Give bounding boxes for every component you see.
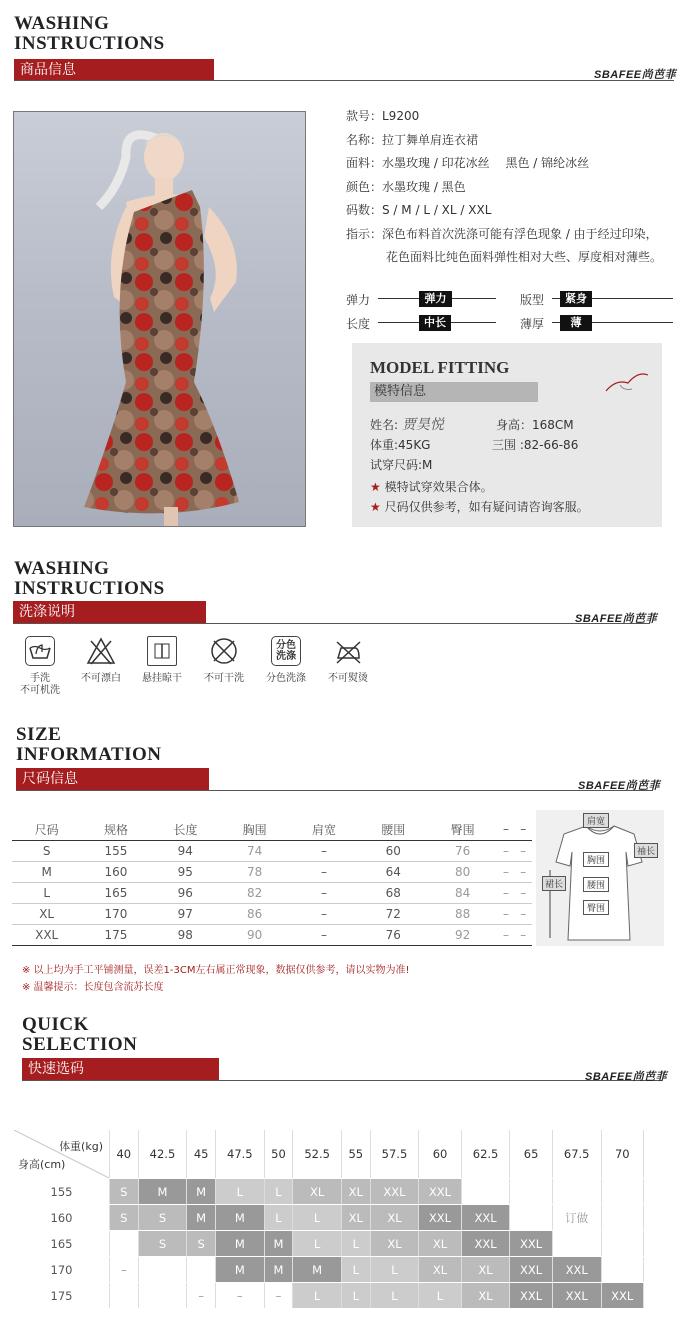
hip-cell: 84 — [454, 886, 471, 900]
spec-cell: 155 — [104, 844, 128, 858]
brand-logo: SBAFEE尚芭菲 — [578, 780, 661, 792]
header-cell: 尺码 — [34, 822, 59, 837]
size-suggestion-cell: XL — [370, 1231, 419, 1257]
item-number: 款号：L9200 — [346, 109, 420, 123]
separate-wash-icon: 分色 洗涤 — [271, 636, 301, 666]
brand-logo: SBAFEE尚芭菲 — [585, 1071, 668, 1083]
waist-cell: 76 — [385, 928, 401, 942]
size-suggestion-cell: XXL — [601, 1283, 643, 1309]
guide-line1: 指示：深色布料首次洗涤可能有浮色现象 / 由于经过印染， — [346, 226, 658, 241]
care-label-hand-wash: 手洗 不可机洗 — [20, 673, 60, 696]
title-line2: INSTRUCTIONS — [14, 33, 165, 54]
shoulder-cell: – — [320, 928, 327, 942]
hand-wash-icon — [25, 636, 55, 666]
height-header: 身高(cm) — [18, 1158, 66, 1171]
attr-fit-value: 紧身 — [560, 291, 592, 307]
size-suggestion-cell: S — [110, 1205, 139, 1231]
care-label-hang-dry: 悬挂晾干 — [142, 673, 182, 684]
star-icon: ★ — [370, 500, 381, 514]
header-cell: 肩宽 — [311, 822, 336, 837]
title-line2: INSTRUCTIONS — [14, 578, 165, 599]
size-suggestion-cell: M — [215, 1257, 264, 1283]
model-height: 身高：168CM — [496, 418, 574, 432]
size-suggestion-cell: S — [110, 1179, 139, 1205]
size-cell: L — [43, 886, 50, 900]
size-suggestion-cell — [187, 1257, 216, 1283]
size-suggestion-cell: L — [419, 1283, 461, 1309]
size-suggestion-cell: L — [370, 1257, 419, 1283]
empty-cell: – — [520, 886, 527, 900]
weight-cell: 47.5 — [215, 1130, 264, 1179]
size-suggestion-cell: S — [187, 1231, 216, 1257]
diagram-label-sleeve: 袖长 — [634, 843, 658, 858]
size-suggestion-cell: L — [215, 1179, 264, 1205]
size-suggestion-cell: – — [110, 1257, 139, 1283]
waist-cell: 64 — [385, 865, 401, 879]
size-suggestion-cell — [110, 1231, 139, 1257]
spec-cell: 165 — [104, 886, 128, 900]
size-cell: XL — [39, 907, 55, 921]
size-suggestion-cell: XXL — [552, 1257, 601, 1283]
note1-text: 模特试穿效果合体。 — [384, 480, 493, 494]
title-line1: QUICK — [22, 1014, 89, 1035]
hip-cell: 76 — [454, 844, 471, 858]
header-cell: 胸围 — [242, 822, 267, 837]
size-suggestion-cell — [110, 1283, 139, 1309]
product-info — [346, 105, 662, 270]
name-label: 姓名: — [370, 418, 399, 432]
chest-cell: 86 — [247, 907, 263, 921]
diagram-label-waist: 腰围 — [583, 877, 609, 892]
shoulder-cell: – — [320, 886, 327, 900]
divider — [22, 1080, 662, 1081]
size-suggestion-cell: M — [293, 1257, 342, 1283]
table-row — [14, 1231, 644, 1257]
model-note1 — [370, 478, 493, 495]
spec-cell: 175 — [104, 928, 128, 942]
size-suggestion-cell: M — [187, 1179, 216, 1205]
model-note2 — [370, 498, 589, 515]
size-suggestion-cell: XXL — [510, 1283, 552, 1309]
size-suggestion-cell — [601, 1231, 643, 1257]
diagram-label-hip: 臀围 — [583, 900, 609, 915]
hang-dry-icon — [147, 636, 177, 666]
size-suggestion-cell: XL — [419, 1257, 461, 1283]
header-cell: 腰围 — [381, 822, 406, 837]
attr-elastic-value: 弹力 — [419, 291, 452, 307]
model-fitting-title: MODEL FITTING — [370, 358, 510, 377]
care-hang-dry — [147, 636, 177, 666]
weight-cell: 62.5 — [461, 1130, 510, 1179]
weight-cell: 55 — [341, 1130, 370, 1179]
size-suggestion-cell: M — [264, 1257, 293, 1283]
shoulder-cell: – — [320, 907, 327, 921]
section-bar-size: 尺码信息 — [16, 768, 209, 790]
empty-cell: – — [520, 865, 527, 879]
size-suggestion-cell — [138, 1257, 187, 1283]
note2-text: 尺码仅供参考，如有疑问请咨询客服。 — [384, 500, 589, 514]
no-iron-icon — [333, 636, 363, 666]
weight-header: 体重(kg) — [59, 1140, 103, 1153]
size-suggestion-cell: L — [293, 1205, 342, 1231]
empty-cell: – — [502, 886, 509, 900]
model-measurements: 三围 :82-66-86 — [492, 438, 579, 452]
height-cell: 160 — [14, 1205, 110, 1231]
hip-cell: 88 — [454, 907, 471, 921]
table-row — [12, 883, 532, 904]
care-label-no-dry-clean: 不可干洗 — [204, 673, 244, 684]
model-weight: 体重:45KG — [370, 438, 431, 452]
diagram-label-length: 裙长 — [542, 876, 566, 891]
header-cell: 臀围 — [450, 822, 475, 837]
size-suggestion-cell: L — [293, 1283, 342, 1309]
divider — [14, 80, 674, 81]
spec-cell: 160 — [104, 865, 128, 879]
model-tried-size: 试穿尺码:M — [370, 458, 433, 472]
size-suggestion-cell: L — [370, 1283, 419, 1309]
size-suggestion-cell: M — [138, 1179, 187, 1205]
color: 颜色：水墨玫瑰 / 黑色 — [346, 179, 466, 194]
size-note2: ※ 温馨提示：长度包含流苏长度 — [22, 982, 164, 993]
size-suggestion-cell — [601, 1205, 643, 1231]
size-suggestion-cell: XXL — [510, 1231, 552, 1257]
diagram-label-chest: 胸围 — [583, 852, 609, 867]
section-bar-product: 商品信息 — [14, 59, 214, 81]
length-cell: 97 — [177, 907, 193, 921]
size-cell: S — [42, 844, 51, 858]
weight-cell: 57.5 — [370, 1130, 419, 1179]
size-suggestion-cell: 订做 — [552, 1205, 601, 1231]
size-suggestion-cell: XXL — [370, 1179, 419, 1205]
size-suggestion-cell — [138, 1283, 187, 1309]
empty-cell: – — [520, 928, 527, 942]
spec-cell: 170 — [104, 907, 128, 921]
care-no-dry-clean — [209, 636, 239, 666]
care-label-no-bleach: 不可漂白 — [81, 673, 121, 684]
size-suggestion-cell: M — [215, 1205, 264, 1231]
product-name: 名称：拉丁舞单肩连衣裙 — [346, 132, 479, 147]
sizes: 码数：S / M / L / XL / XXL — [346, 203, 492, 217]
weight-cell: 45 — [187, 1130, 216, 1179]
signature: 贾昊悦 — [401, 418, 444, 433]
chest-cell: 90 — [247, 928, 263, 942]
header-cell: – — [502, 822, 509, 836]
corner-header — [14, 1130, 110, 1179]
attr-thickness-value: 薄 — [560, 315, 592, 331]
title-line1: WASHING — [14, 558, 110, 579]
size-suggestion-cell: XXL — [419, 1205, 461, 1231]
size-suggestion-cell: XL — [293, 1179, 342, 1205]
weight-cell: 40 — [110, 1130, 139, 1179]
table-row — [12, 904, 532, 925]
length-cell: 94 — [177, 844, 193, 858]
length-cell: 95 — [177, 865, 193, 879]
size-cell: M — [41, 865, 52, 879]
divider — [13, 623, 650, 624]
size-suggestion-cell: XXL — [461, 1231, 510, 1257]
section-title-washing — [14, 559, 165, 599]
size-suggestion-cell: M — [264, 1231, 293, 1257]
care-hand-wash — [25, 636, 55, 666]
size-suggestion-cell: L — [341, 1257, 370, 1283]
height-cell: 170 — [14, 1257, 110, 1283]
size-suggestion-cell: L — [341, 1231, 370, 1257]
brand-logo: SBAFEE尚芭菲 — [575, 613, 658, 625]
empty-cell: – — [502, 928, 509, 942]
title-line1: WASHING — [14, 13, 110, 34]
attr-elastic-label: 弹力 — [346, 293, 371, 307]
size-suggestion-cell: L — [264, 1179, 293, 1205]
attr-length-value: 中长 — [419, 315, 451, 331]
empty-cell: – — [502, 844, 509, 858]
size-suggestion-cell: – — [264, 1283, 293, 1309]
height-cell: 155 — [14, 1179, 110, 1205]
quick-selection-table — [14, 1130, 644, 1309]
table-row — [14, 1205, 644, 1231]
height-cell: 165 — [14, 1231, 110, 1257]
waist-cell: 72 — [385, 907, 401, 921]
size-suggestion-cell: XXL — [461, 1205, 510, 1231]
table-row — [12, 841, 532, 862]
empty-cell: – — [502, 907, 509, 921]
table-row — [12, 925, 532, 946]
size-suggestion-cell: XXL — [510, 1257, 552, 1283]
table-row — [14, 1283, 644, 1309]
section-title-size — [16, 725, 162, 765]
size-suggestion-cell: L — [293, 1231, 342, 1257]
size-suggestion-cell: XL — [461, 1283, 510, 1309]
care-no-iron — [333, 636, 363, 666]
care-no-bleach — [86, 636, 116, 666]
title-line2: INFORMATION — [16, 744, 162, 765]
length-cell: 96 — [177, 886, 193, 900]
size-suggestion-cell — [461, 1179, 510, 1205]
shoulder-cell: – — [320, 844, 327, 858]
size-table — [12, 818, 532, 946]
divider — [16, 790, 653, 791]
care-label-separate-wash: 分色洗涤 — [266, 673, 306, 684]
header-cell: – — [520, 822, 527, 836]
section-title-product — [14, 14, 165, 54]
chest-cell: 78 — [247, 865, 263, 879]
guide-line2: 花色面料比纯色面料弹性相对大些、厚度相对薄些。 — [386, 250, 663, 264]
empty-cell: – — [520, 907, 527, 921]
model-bar: 模特信息 — [370, 382, 538, 402]
title-line1: SIZE — [16, 724, 62, 745]
weight-cell: 50 — [264, 1130, 293, 1179]
weight-cell: 42.5 — [138, 1130, 187, 1179]
size-suggestion-cell: XXL — [419, 1179, 461, 1205]
chest-cell: 82 — [247, 886, 263, 900]
size-suggestion-cell: XL — [419, 1231, 461, 1257]
size-suggestion-cell: XL — [341, 1205, 370, 1231]
model-fitting-box — [352, 343, 662, 527]
brand-logo: SBAFEE尚芭菲 — [594, 69, 677, 81]
attr-length-label: 长度 — [346, 317, 371, 331]
shoulder-cell: – — [320, 865, 327, 879]
size-suggestion-cell: M — [187, 1205, 216, 1231]
title-line2: SELECTION — [22, 1034, 138, 1055]
size-suggestion-cell: S — [138, 1205, 187, 1231]
size-suggestion-cell: S — [138, 1231, 187, 1257]
diagram-label-shoulder: 肩宽 — [583, 813, 609, 828]
size-suggestion-cell: XL — [461, 1257, 510, 1283]
attr-fit-label: 版型 — [520, 293, 545, 307]
weight-cell: 65 — [510, 1130, 552, 1179]
table-row — [14, 1179, 644, 1205]
section-bar-washing: 洗涤说明 — [13, 601, 206, 623]
size-suggestion-cell — [552, 1179, 601, 1205]
care-label-no-iron: 不可熨烫 — [328, 673, 368, 684]
section-title-quick — [22, 1015, 137, 1055]
waist-cell: 68 — [385, 886, 401, 900]
size-table-header — [12, 818, 532, 841]
size-suggestion-cell — [510, 1179, 552, 1205]
weight-cell: 70 — [601, 1130, 643, 1179]
star-icon: ★ — [370, 480, 381, 494]
size-suggestion-cell: – — [187, 1283, 216, 1309]
header-cell: 规格 — [103, 822, 128, 837]
header-cell: 长度 — [173, 822, 198, 837]
product-photo — [13, 111, 306, 527]
size-suggestion-cell — [601, 1179, 643, 1205]
hip-cell: 92 — [454, 928, 471, 942]
dancer-sketch-icon — [602, 367, 652, 397]
model-dress-illustration — [14, 112, 305, 526]
no-dry-clean-icon — [209, 636, 239, 666]
attr-thickness-label: 薄厚 — [520, 317, 545, 331]
size-note1: ※ 以上均为手工平铺测量，误差1-3CM左右属正常现象，数据仅供参考，请以实物为准! — [22, 965, 410, 976]
hip-cell: 80 — [454, 865, 471, 879]
chest-cell: 74 — [247, 844, 263, 858]
size-suggestion-cell: XL — [370, 1205, 419, 1231]
fabric: 面料：水墨玫瑰 / 印花冰丝 黑色 / 锦纶冰丝 — [346, 156, 590, 170]
weight-cell: 60 — [419, 1130, 461, 1179]
size-suggestion-cell: L — [341, 1283, 370, 1309]
length-cell: 98 — [177, 928, 193, 942]
table-row — [14, 1257, 644, 1283]
measurement-diagram — [536, 810, 664, 946]
weight-cell: 67.5 — [552, 1130, 601, 1179]
size-suggestion-cell — [510, 1205, 552, 1231]
empty-cell: – — [502, 865, 509, 879]
quick-selection-body — [14, 1179, 644, 1309]
height-cell: 175 — [14, 1283, 110, 1309]
section-bar-quick: 快速选码 — [22, 1058, 219, 1080]
size-suggestion-cell: XXL — [552, 1283, 601, 1309]
waist-cell: 60 — [385, 844, 401, 858]
size-suggestion-cell — [601, 1257, 643, 1283]
weight-header-row — [14, 1130, 644, 1179]
empty-cell: – — [520, 844, 527, 858]
no-bleach-icon — [86, 636, 116, 666]
care-separate-wash — [271, 636, 301, 666]
model-name — [370, 414, 444, 434]
size-suggestion-cell: M — [215, 1231, 264, 1257]
weight-cell: 52.5 — [293, 1130, 342, 1179]
size-suggestion-cell: XL — [341, 1179, 370, 1205]
size-suggestion-cell: – — [215, 1283, 264, 1309]
table-row — [12, 862, 532, 883]
size-suggestion-cell: L — [264, 1205, 293, 1231]
size-cell: XXL — [35, 928, 59, 942]
size-suggestion-cell — [552, 1231, 601, 1257]
